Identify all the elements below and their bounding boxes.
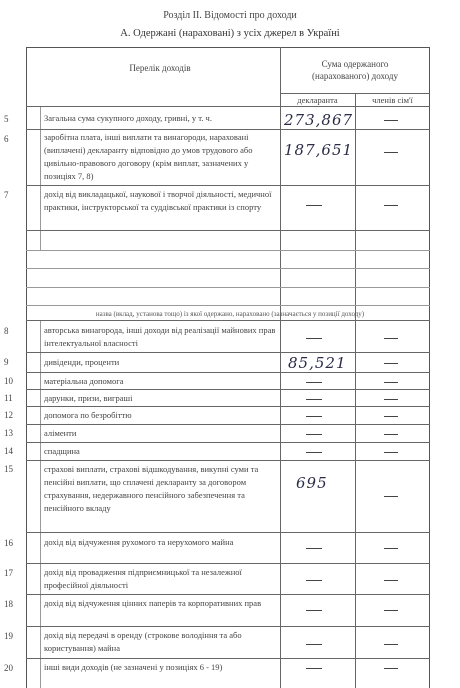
row-11-text: дарунки, призи, виграші — [44, 393, 133, 403]
row-9-family — [384, 363, 398, 364]
col-amount-header-line2: (нарахованого) доходу — [312, 71, 398, 81]
row-11-family — [384, 399, 398, 400]
row-16-num: 16 — [4, 538, 13, 548]
row-16-declarant — [306, 548, 322, 549]
row-11-declarant — [306, 399, 322, 400]
row-18-num: 18 — [4, 599, 13, 609]
num-col-divider-bottom — [40, 320, 41, 688]
row-20-family — [384, 668, 398, 669]
row-13-num: 13 — [4, 428, 13, 438]
row-6-declarant: 187,651 — [284, 141, 354, 159]
row-13-family — [384, 434, 398, 435]
row-18-declarant — [306, 610, 322, 611]
row-8-num: 8 — [4, 326, 9, 336]
row-14-family — [384, 452, 398, 453]
row-14-text: спадщина — [44, 446, 80, 456]
row-9-text: дивіденди, проценти — [44, 357, 120, 367]
row-19-num: 19 — [4, 631, 13, 641]
row-10-declarant — [306, 382, 322, 383]
col-list-header: Перелік доходів — [129, 63, 191, 73]
row-7-declarant — [306, 205, 322, 206]
row-8-family — [384, 338, 398, 339]
row-9-num: 9 — [4, 357, 9, 367]
row-13-text: аліменти — [44, 428, 77, 438]
row-8-text: авторська винагорода, інші доходи від реалізації майнових прав інтелектуальної власності — [44, 325, 276, 348]
row-19-declarant — [306, 644, 322, 645]
row-15-family — [384, 496, 398, 497]
row-18-text: дохід від відчуження цінних паперів та корпоративних прав — [44, 598, 262, 608]
section-title: Розділ ІІ. Відомості про доходи — [163, 10, 297, 21]
row-5-family — [384, 120, 398, 121]
row-5-num: 5 — [4, 114, 9, 124]
row-7-text: дохід від викладацької, наукової і творчої діяльності, медичної практики, інструкторської та суддівської практики із спорту — [44, 189, 272, 212]
col-family: членів сім'ї — [372, 95, 413, 105]
row-7-family — [384, 205, 398, 206]
col-amount-header-line1: Сума одержаного — [321, 59, 389, 69]
row-9-declarant: 85,521 — [288, 354, 347, 372]
row-16-text: дохід від відчуження рухомого та нерухомого майна — [44, 537, 234, 547]
row-15-declarant: 695 — [296, 474, 328, 492]
row-13-declarant — [306, 434, 322, 435]
col-divider-amount — [280, 47, 281, 688]
section-subtitle: А. Одержані (нараховані) з усіх джерел в Україні — [120, 28, 340, 39]
row-15-num: 15 — [4, 464, 13, 474]
col-divider-family — [355, 93, 356, 688]
row-8-declarant — [306, 338, 322, 339]
row-17-text: дохід від провадження підприємницької та незалежної професійної діяльності — [44, 567, 242, 590]
blank-rows-note: назва (вклад, установа тощо) із якої одержано, нараховано (зазначається у позиції доходу) — [95, 310, 365, 318]
num-col-divider-top — [40, 106, 41, 250]
row-20-declarant — [306, 668, 322, 669]
row-7-num: 7 — [4, 190, 9, 200]
row-20-text: інші види доходів (не зазначені у позиціях 6 - 19) — [44, 662, 223, 672]
row-10-text: матеріальна допомога — [44, 376, 124, 386]
row-15-text: страхові виплати, страхові відшкодування, викупні суми та пенсійні виплати, що сплачені декларанту за договором страхування, недержавного пенсійного забезпечення та пенсійного вкладу — [44, 464, 259, 513]
row-12-num: 12 — [4, 410, 13, 420]
row-11-num: 11 — [4, 393, 13, 403]
row-19-text: дохід від передачі в оренду (строкове володіння та або користування) майна — [44, 630, 242, 653]
row-18-family — [384, 610, 398, 611]
row-17-declarant — [306, 580, 322, 581]
row-12-text: допомога по безробіттю — [44, 410, 132, 420]
row-12-declarant — [306, 416, 322, 417]
row-6-text: заробітна плата, інші виплати та винагороди, нараховані (виплачені) декларанту відповідно до умов трудового або цивільно-правового договору (крім виплат, зазначених у позиціях 7, 8) — [44, 132, 253, 181]
row-16-family — [384, 548, 398, 549]
row-12-family — [384, 416, 398, 417]
row-14-declarant — [306, 452, 322, 453]
row-5-declarant: 273,867 — [284, 111, 354, 129]
row-19-family — [384, 644, 398, 645]
row-17-family — [384, 580, 398, 581]
row-6-num: 6 — [4, 134, 9, 144]
row-17-num: 17 — [4, 568, 13, 578]
row-14-num: 14 — [4, 446, 13, 456]
row-5-text: Загальна сума сукупного доходу, гривні, у т. ч. — [44, 113, 212, 123]
row-10-family — [384, 382, 398, 383]
col-declarant: декларанта — [297, 95, 338, 105]
row-20-num: 20 — [4, 663, 13, 673]
row-6-family — [384, 152, 398, 153]
row-10-num: 10 — [4, 376, 13, 386]
